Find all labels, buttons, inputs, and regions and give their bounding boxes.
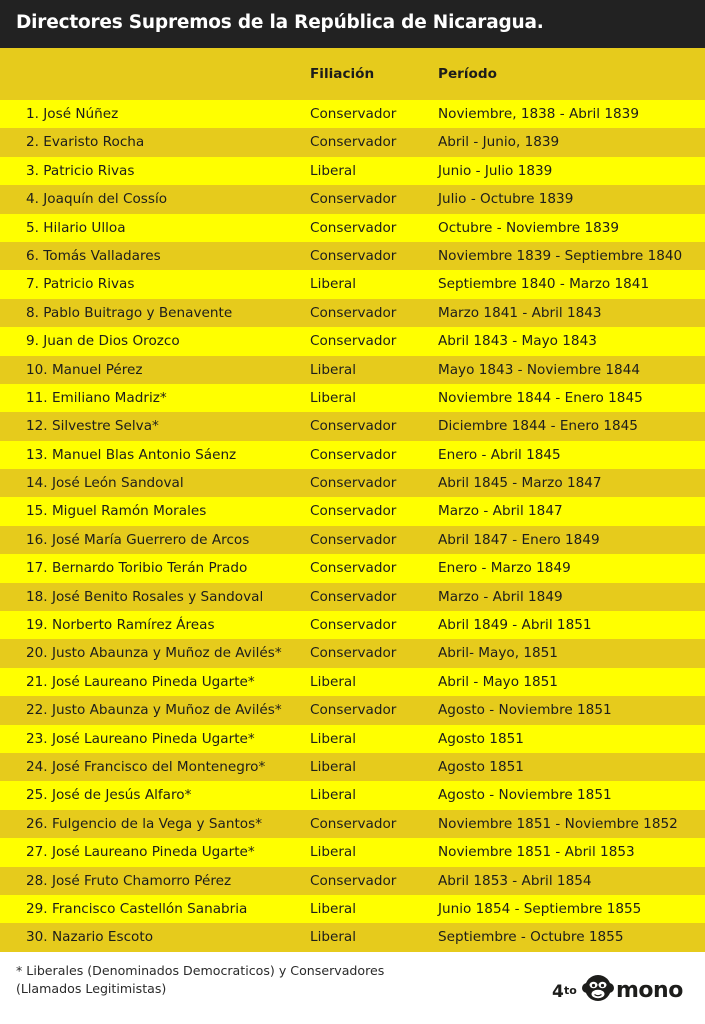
cell-affiliation: Conservador	[310, 475, 397, 492]
cell-affiliation: Liberal	[310, 730, 357, 747]
cell-period: Noviembre, 1838 - Abril 1839	[438, 106, 639, 122]
title-bar	[0, 0, 705, 48]
cell-period: Septiembre - Octubre 1855	[438, 929, 624, 946]
cell-period: Agosto 1851	[438, 730, 524, 747]
logo-suffix: mono	[616, 978, 683, 1003]
table-row	[0, 526, 705, 554]
cell-period: Enero - Abril 1845	[438, 446, 561, 463]
cell-name: 25. José de Jesús Alfaro*	[26, 787, 192, 804]
cell-affiliation: Liberal	[310, 929, 357, 946]
footnote	[16, 962, 486, 998]
cell-period: Julio - Octubre 1839	[438, 191, 574, 208]
table-row	[0, 412, 705, 440]
cell-affiliation: Liberal	[310, 673, 357, 690]
cell-name: 16. José María Guerrero de Arcos	[26, 531, 250, 548]
cell-affiliation: Liberal	[310, 844, 357, 861]
cell-period: Abril- Mayo, 1851	[438, 645, 558, 662]
cell-period: Noviembre 1851 - Abril 1853	[438, 844, 635, 861]
cell-period: Agosto - Noviembre 1851	[438, 787, 612, 804]
cell-affiliation: Liberal	[310, 389, 357, 406]
table-row	[0, 128, 705, 156]
table-row	[0, 923, 705, 951]
table-row	[0, 753, 705, 781]
cell-affiliation: Liberal	[310, 276, 357, 293]
table-row	[0, 583, 705, 611]
cell-period: Abril 1847 - Enero 1849	[438, 531, 600, 548]
cell-period: Noviembre 1844 - Enero 1845	[438, 389, 643, 406]
cell-name: 19. Norberto Ramírez Áreas	[26, 617, 215, 634]
cell-name: 28. José Fruto Chamorro Pérez	[26, 872, 232, 889]
cell-period: Diciembre 1844 - Enero 1845	[438, 418, 638, 435]
cell-period: Noviembre 1839 - Septiembre 1840	[438, 247, 683, 264]
cell-affiliation: Conservador	[310, 219, 397, 236]
table-header	[0, 48, 705, 100]
cell-name: 4. Joaquín del Cossío	[26, 191, 168, 208]
page-title: Directores Supremos de la República de Nicaragua.	[16, 12, 544, 33]
brand-logo	[552, 968, 692, 1008]
cell-affiliation: Liberal	[310, 900, 357, 917]
cell-affiliation: Conservador	[310, 304, 397, 321]
cell-period: Septiembre 1840 - Marzo 1841	[438, 276, 650, 293]
cell-period: Enero - Marzo 1849	[438, 560, 571, 577]
table-row	[0, 356, 705, 384]
table-row	[0, 838, 705, 866]
table-row	[0, 299, 705, 327]
presidents-table	[0, 48, 705, 952]
cell-name: 29. Francisco Castellón Sanabria	[26, 900, 248, 917]
cell-name: 21. José Laureano Pineda Ugarte*	[26, 673, 255, 690]
cell-name: 11. Emiliano Madriz*	[26, 389, 167, 406]
cell-period: Agosto - Noviembre 1851	[438, 702, 612, 719]
table-row	[0, 100, 705, 128]
cell-period: Abril 1843 - Mayo 1843	[438, 333, 597, 350]
cell-name: 13. Manuel Blas Antonio Sáenz	[26, 446, 237, 463]
table-row	[0, 696, 705, 724]
cell-name: 20. Justo Abaunza y Muñoz de Avilés*	[26, 645, 282, 662]
table-row	[0, 469, 705, 497]
table-row	[0, 554, 705, 582]
cell-period: Abril - Mayo 1851	[438, 673, 558, 690]
footnote-line-1: * Liberales (Denominados Democraticos) y Conservadores	[16, 963, 385, 978]
table-row	[0, 185, 705, 213]
cell-affiliation: Conservador	[310, 617, 397, 634]
cell-name: 23. José Laureano Pineda Ugarte*	[26, 730, 255, 747]
header-period: Período	[438, 66, 497, 82]
cell-period: Abril 1853 - Abril 1854	[438, 872, 592, 889]
cell-affiliation: Conservador	[310, 333, 397, 350]
table-row	[0, 725, 705, 753]
cell-name: 1. José Núñez	[26, 106, 119, 122]
monkey-face-icon	[580, 970, 616, 1006]
cell-period: Octubre - Noviembre 1839	[438, 219, 620, 236]
cell-affiliation: Conservador	[310, 191, 397, 208]
table-row	[0, 639, 705, 667]
cell-period: Junio - Julio 1839	[438, 162, 553, 179]
cell-name: 6. Tomás Valladares	[26, 247, 161, 264]
cell-name: 22. Justo Abaunza y Muñoz de Avilés*	[26, 702, 282, 719]
cell-name: 3. Patricio Rivas	[26, 162, 135, 179]
cell-period: Junio 1854 - Septiembre 1855	[438, 900, 642, 917]
cell-affiliation: Conservador	[310, 531, 397, 548]
table-row	[0, 497, 705, 525]
cell-affiliation: Conservador	[310, 815, 397, 832]
table-row	[0, 270, 705, 298]
table-row	[0, 611, 705, 639]
cell-name: 18. José Benito Rosales y Sandoval	[26, 588, 264, 605]
cell-affiliation: Conservador	[310, 418, 397, 435]
cell-affiliation: Liberal	[310, 758, 357, 775]
table-row	[0, 327, 705, 355]
cell-name: 8. Pablo Buitrago y Benavente	[26, 304, 233, 321]
cell-name: 12. Silvestre Selva*	[26, 418, 159, 435]
table-row	[0, 895, 705, 923]
cell-affiliation: Conservador	[310, 588, 397, 605]
cell-period: Agosto 1851	[438, 758, 524, 775]
cell-period: Abril 1849 - Abril 1851	[438, 617, 592, 634]
cell-name: 17. Bernardo Toribio Terán Prado	[26, 560, 248, 577]
cell-affiliation: Conservador	[310, 560, 397, 577]
table-row	[0, 214, 705, 242]
cell-name: 2. Evaristo Rocha	[26, 134, 145, 151]
cell-name: 24. José Francisco del Montenegro*	[26, 758, 266, 775]
cell-name: 30. Nazario Escoto	[26, 929, 154, 946]
footnote-line-2: (Llamados Legitimistas)	[16, 981, 167, 996]
cell-affiliation: Conservador	[310, 645, 397, 662]
table-row	[0, 384, 705, 412]
cell-affiliation: Liberal	[310, 162, 357, 179]
cell-affiliation: Conservador	[310, 106, 397, 122]
cell-name: 26. Fulgencio de la Vega y Santos*	[26, 815, 262, 832]
cell-name: 5. Hilario Ulloa	[26, 219, 126, 236]
cell-name: 9. Juan de Dios Orozco	[26, 333, 180, 350]
cell-name: 14. José León Sandoval	[26, 475, 184, 492]
cell-affiliation: Conservador	[310, 247, 397, 264]
cell-period: Marzo - Abril 1847	[438, 503, 563, 520]
table-row	[0, 157, 705, 185]
logo-to: to	[564, 984, 577, 997]
cell-affiliation: Conservador	[310, 134, 397, 151]
table-row	[0, 867, 705, 895]
cell-name: 10. Manuel Pérez	[26, 361, 143, 378]
cell-period: Marzo 1841 - Abril 1843	[438, 304, 602, 321]
cell-affiliation: Liberal	[310, 787, 357, 804]
cell-affiliation: Liberal	[310, 361, 357, 378]
cell-affiliation: Conservador	[310, 702, 397, 719]
cell-name: 27. José Laureano Pineda Ugarte*	[26, 844, 255, 861]
cell-name: 15. Miguel Ramón Morales	[26, 503, 207, 520]
cell-period: Marzo - Abril 1849	[438, 588, 563, 605]
logo-prefix: 4	[552, 982, 564, 1002]
table-row	[0, 810, 705, 838]
cell-name: 7. Patricio Rivas	[26, 276, 135, 293]
cell-affiliation: Conservador	[310, 503, 397, 520]
table-row	[0, 668, 705, 696]
table-row	[0, 242, 705, 270]
cell-affiliation: Conservador	[310, 446, 397, 463]
cell-affiliation: Conservador	[310, 872, 397, 889]
table-row	[0, 781, 705, 809]
cell-period: Noviembre 1851 - Noviembre 1852	[438, 815, 678, 832]
cell-period: Mayo 1843 - Noviembre 1844	[438, 361, 640, 378]
table-row	[0, 441, 705, 469]
header-affiliation: Filiación	[310, 66, 375, 82]
cell-period: Abril - Junio, 1839	[438, 134, 560, 151]
table-body	[0, 100, 705, 952]
cell-period: Abril 1845 - Marzo 1847	[438, 475, 602, 492]
